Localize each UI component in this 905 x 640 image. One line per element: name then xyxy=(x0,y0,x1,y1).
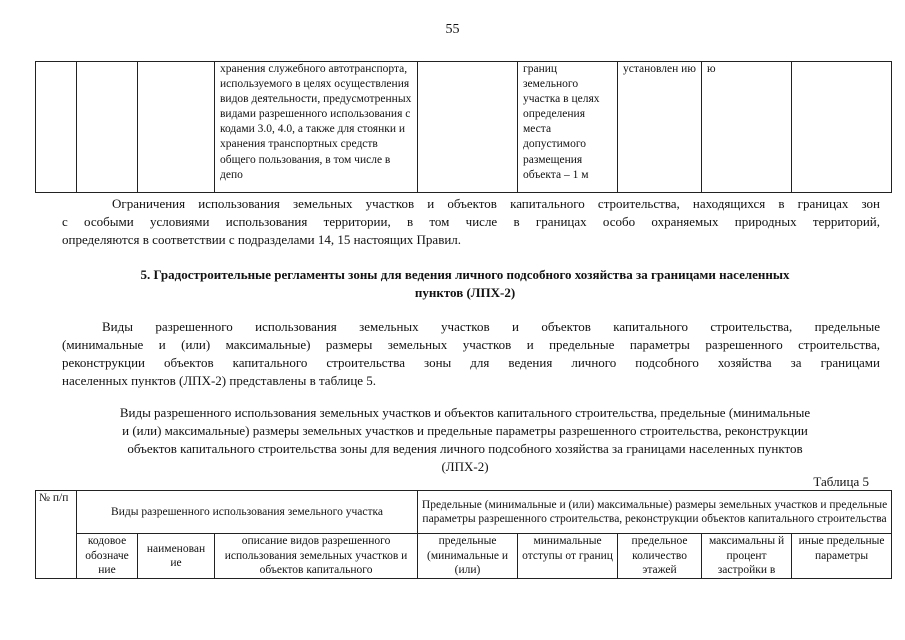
header-number: № п/п xyxy=(36,491,77,579)
regulations-table xyxy=(35,490,892,579)
table-cell-name xyxy=(138,62,215,193)
page-number: 55 xyxy=(445,22,460,37)
subheader-floors: предельное количество этажей xyxy=(618,534,702,579)
table-caption xyxy=(40,404,890,476)
paragraph-line: Ограничения использования земельных участков и объектов капитального строительства, находящихся в границах зон xyxy=(112,196,880,211)
caption-line: объектов капитального строительства зоны для ведения личного подсобного хозяйства за границами населенных пунктов xyxy=(127,441,803,456)
caption-line: (ЛПХ-2) xyxy=(441,459,489,474)
table-cell-floors: установлен ию xyxy=(618,62,702,193)
subheader-coverage: максимальны й процент застройки в xyxy=(702,534,792,579)
section-heading-line: 5. Градостроительные регламенты зоны для ведения личного подсобного хозяйства за границами населенных xyxy=(140,267,790,282)
table-subheader-row xyxy=(36,534,892,579)
paragraph-line: реконструкции объектов капитального строительства зоны для ведения личного подсобного хозяйства за границами xyxy=(62,355,880,370)
paragraph-line: определяются в соответствии с подразделами 14, 15 настоящих Правил. xyxy=(62,232,462,247)
table-cell-plot-sizes xyxy=(418,62,518,193)
subheader-plot-sizes: предельные (минимальные и (или) xyxy=(418,534,518,579)
continued-table-fragment xyxy=(35,61,892,193)
table-cell-number xyxy=(36,62,77,193)
paragraph-line: Виды разрешенного использования земельных участков и объектов капитального строительства, предельные xyxy=(102,319,880,334)
table-cell-coverage: ю xyxy=(702,62,792,193)
table-row xyxy=(36,62,892,193)
table-cell-description: хранения служебного автотранспорта, используемого в целях осуществления видов деятельности, предусмотренных видами разрешенного использования с кодами 3.0, 4.0, а также для стоянки и хранения транспортных средств общего пользования, в том числе в депо xyxy=(215,62,418,193)
subheader-name: наименован ие xyxy=(138,534,215,579)
header-limits: Предельные (минимальные и (или) максимальные) размеры земельных участков и предельные параметры разрешенного строительства, реконструкции объектов капитального строительства xyxy=(418,491,892,534)
table-cell-other xyxy=(792,62,892,193)
caption-line: и (или) максимальные) размеры земельных участков и предельные параметры разрешенного строительства, реконструкции xyxy=(122,423,808,438)
table-cell-setbacks: границ земельного участка в целях определения места допустимого размещения объекта – 1 м xyxy=(518,62,618,193)
table-cell-code xyxy=(77,62,138,193)
section-heading-line: пунктов (ЛПХ-2) xyxy=(414,285,516,300)
header-permitted-uses: Виды разрешенного использования земельного участка xyxy=(77,491,418,534)
restrictions-paragraph xyxy=(62,195,880,249)
types-paragraph xyxy=(62,318,880,390)
paragraph-line: населенных пунктов (ЛПХ-2) представлены в таблице 5. xyxy=(62,373,377,388)
section-heading xyxy=(40,266,890,302)
subheader-code: кодовое обозначе ние xyxy=(77,534,138,579)
table-header-row xyxy=(36,491,892,534)
subheader-setbacks: минимальные отступы от границ xyxy=(518,534,618,579)
paragraph-line: с особыми условиями использования территории, в том числе в границах особо охраняемых природных территорий, xyxy=(62,214,880,229)
table-label: Таблица 5 xyxy=(813,474,869,489)
subheader-description: описание видов разрешенного использования земельных участков и объектов капитального xyxy=(215,534,418,579)
paragraph-line: (минимальные и (или) максимальные) размеры земельных участков и предельные параметры разрешенного строительства, xyxy=(62,337,880,352)
caption-line: Виды разрешенного использования земельных участков и объектов капитального строительства, предельные (минимальные xyxy=(119,405,811,420)
subheader-other: иные предельные параметры xyxy=(792,534,892,579)
